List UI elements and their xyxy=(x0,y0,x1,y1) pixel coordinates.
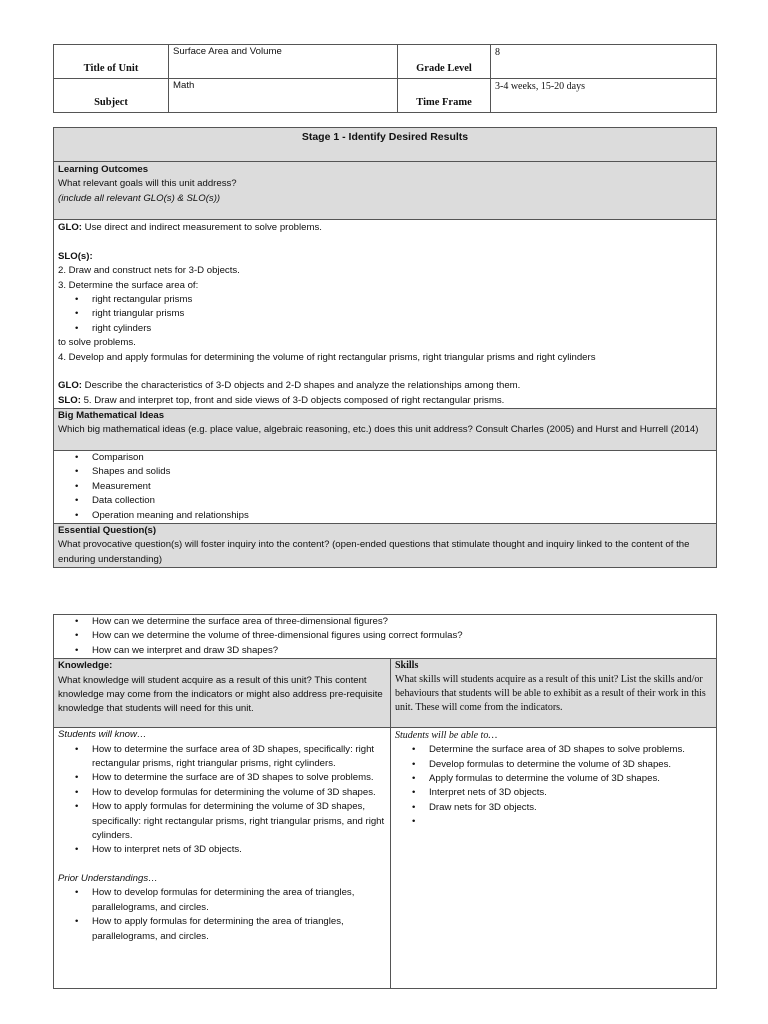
essential-questions-prompt: What provocative question(s) will foster inquiry into the content? (open-ended questions that stimulate thought and inquiry linked to the content of the enduring understanding) xyxy=(58,539,690,565)
skills-list xyxy=(395,743,712,815)
skills-heading: Skills xyxy=(395,660,419,672)
list-item: • Determine the surface area of 3D shapes to solve problems. xyxy=(429,743,712,757)
essential-questions-section xyxy=(54,524,717,568)
time-frame-label: Time Frame xyxy=(398,79,491,113)
big-ideas-list xyxy=(58,451,712,523)
unit-header-table xyxy=(53,44,717,113)
skills-description: What skills will students acquire as a result of this unit? List the skills and/or behaviours that students will be able to exhibit as a result of their work in this unit. These will come from the indicators. xyxy=(395,674,706,714)
knowledge-header xyxy=(54,659,391,728)
list-item: • right rectangular prisms xyxy=(92,293,712,307)
prior-understandings: Prior Understandings… xyxy=(58,873,158,885)
title-value: Surface Area and Volume xyxy=(169,45,398,79)
slo-2: 2. Draw and construct nets for 3-D objects. xyxy=(58,265,240,277)
glo-1: GLO: Use direct and indirect measurement to solve problems. xyxy=(58,222,322,233)
solve-problems-text: to solve problems. xyxy=(58,337,136,349)
essential-questions-list-cell xyxy=(54,615,717,659)
stage1-heading: Stage 1 - Identify Desired Results xyxy=(54,128,717,162)
skills-content xyxy=(391,728,717,989)
knowledge-skills-table xyxy=(53,614,717,989)
knowledge-description: What knowledge will student acquire as a result of this unit? This content knowledge may come from the indicators or might also address pre-requisite knowledge that students will need for this unit. xyxy=(58,674,383,715)
students-will-be-able: Students will be able to… xyxy=(395,730,498,742)
title-label: Title of Unit xyxy=(54,45,169,79)
list-item: • How to determine the surface area of 3D shapes, specifically: right rectangular prisms, right triangular prisms, right cylinders. xyxy=(92,743,386,772)
big-ideas-heading: Big Mathematical Ideas xyxy=(58,410,165,422)
list-item: • How to develop formulas for determining the area of triangles, parallelograms, and circles. xyxy=(92,886,386,915)
subject-value: Math xyxy=(169,79,398,113)
prior-list xyxy=(58,886,386,944)
list-item: • How to develop formulas for determining the volume of 3D shapes. xyxy=(92,786,386,800)
slo-5: SLO: 5. Draw and interpret top, front and side views of 3-D objects composed of right rectangular prisms. xyxy=(58,394,505,406)
essential-questions-list xyxy=(58,615,712,658)
list-item: • Operation meaning and relationships xyxy=(92,509,712,523)
learning-outcomes-section xyxy=(54,162,717,220)
grade-label: Grade Level xyxy=(398,45,491,79)
time-frame-value: 3-4 weeks, 15-20 days xyxy=(491,79,717,113)
knowledge-content xyxy=(54,728,391,989)
knowledge-heading: Knowledge: xyxy=(58,660,113,672)
list-item: • Shapes and solids xyxy=(92,465,712,479)
list-item: • Interpret nets of 3D objects. xyxy=(429,786,712,800)
slo-label: SLO(s): xyxy=(58,250,93,262)
list-item: • How to interpret nets of 3D objects. xyxy=(92,843,386,857)
students-will-know: Students will know… xyxy=(58,729,147,741)
subject-label: Subject xyxy=(54,79,169,113)
list-item: • How can we determine the volume of three-dimensional figures using correct formulas? xyxy=(92,629,712,643)
learning-outcomes-heading: Learning Outcomes xyxy=(58,164,149,175)
list-item: • How to apply formulas for determining the volume of 3D shapes, specifically: right rectangular prisms, right triangular prisms, and right cylinders. xyxy=(92,800,386,843)
shape-list xyxy=(58,293,712,336)
slo-3: 3. Determine the surface area of: xyxy=(58,279,199,291)
outcomes-content xyxy=(54,220,717,409)
list-item: • How to apply formulas for determining the area of triangles, parallelograms, and circles. xyxy=(92,915,386,944)
stage1-table xyxy=(53,127,717,568)
list-item: • right triangular prisms xyxy=(92,307,712,321)
list-item: • How to determine the surface are of 3D shapes to solve problems. xyxy=(92,771,386,785)
skills-header xyxy=(391,659,717,728)
list-item: • How can we determine the surface area of three-dimensional figures? xyxy=(92,615,712,629)
slo-4: 4. Develop and apply formulas for determining the volume of right rectangular prisms, right triangular prisms and right cylinders xyxy=(58,351,596,363)
list-item: • How can we interpret and draw 3D shapes? xyxy=(92,644,712,658)
glo-2: GLO: Describe the characteristics of 3-D objects and 2-D shapes and analyze the relationships among them. xyxy=(58,380,521,392)
grade-value: 8 xyxy=(491,45,717,79)
big-ideas-list-cell xyxy=(54,451,717,524)
list-item: • Data collection xyxy=(92,494,712,508)
list-item: • Comparison xyxy=(92,451,712,465)
big-ideas-question: Which big mathematical ideas (e.g. place value, algebraic reasoning, etc.) does this unit address? Consult Charles (2005) and Hurst and Hurrell (2014) xyxy=(58,424,699,436)
list-item: • Apply formulas to determine the volume of 3D shapes. xyxy=(429,772,712,786)
essential-questions-heading: Essential Question(s) xyxy=(58,525,157,537)
learning-outcomes-note: (include all relevant GLO(s) & SLO(s)) xyxy=(58,192,221,204)
list-item: • Measurement xyxy=(92,480,712,494)
big-ideas-section xyxy=(54,409,717,451)
list-item: • Draw nets for 3D objects. xyxy=(429,801,712,815)
list-item: • right cylinders xyxy=(92,322,712,336)
learning-outcomes-question: What relevant goals will this unit address? xyxy=(58,178,237,190)
knowledge-list xyxy=(58,743,386,858)
list-item: • Develop formulas to determine the volume of 3D shapes. xyxy=(429,758,712,772)
